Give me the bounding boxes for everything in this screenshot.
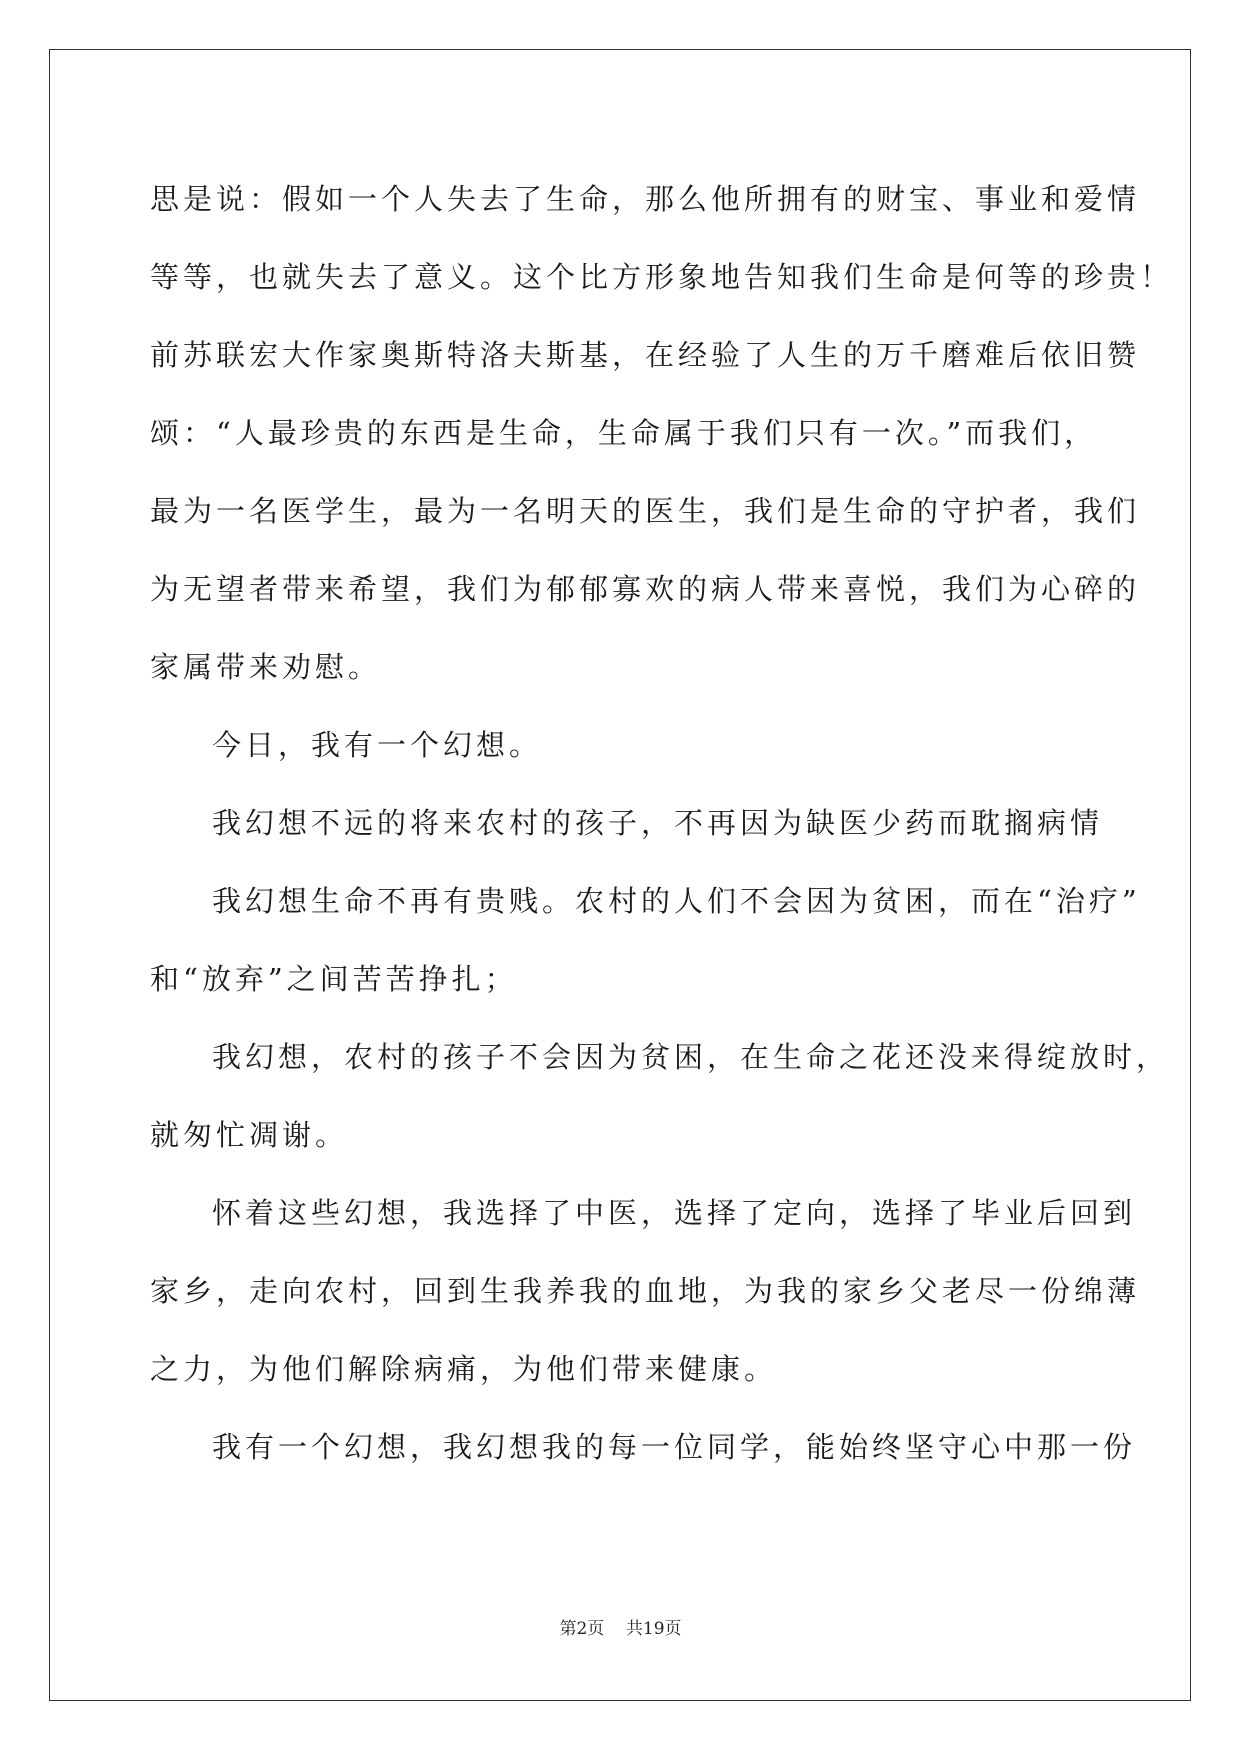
document-body <box>150 160 1174 1486</box>
paragraph-line: 我幻想，农村的孩子不会因为贫困，在生命之花还没来得绽放时， <box>212 1040 1170 1074</box>
text-line: 就匆忙凋谢。 <box>150 1118 349 1152</box>
page-number-footer <box>0 1614 1241 1639</box>
text-line: 前苏联宏大作家奥斯特洛夫斯基，在经验了人生的万千磨难后依旧赞 <box>150 338 1141 372</box>
text-line: 之力，为他们解除病痛，为他们带来健康。 <box>150 1352 778 1386</box>
paragraph-line: 我幻想不远的将来农村的孩子，不再因为缺医少药而耽搁病情 <box>212 806 1104 840</box>
paragraph-line: 今日，我有一个幻想。 <box>212 728 543 762</box>
text-line: 家乡，走向农村，回到生我养我的血地，为我的家乡父老尽一份绵薄 <box>150 1274 1141 1308</box>
total-page-count: 共19页 <box>625 1619 682 1639</box>
text-line: 等等，也就失去了意义。这个比方形象地告知我们生命是何等的珍贵！ <box>150 260 1174 294</box>
paragraph-line: 我有一个幻想，我幻想我的每一位同学，能始终坚守心中那一份 <box>212 1430 1137 1464</box>
text-line: 为无望者带来希望，我们为郁郁寡欢的病人带来喜悦，我们为心碎的 <box>150 572 1141 606</box>
current-page-number: 第2页 <box>559 1619 605 1639</box>
paragraph-line: 我幻想生命不再有贵贱。农村的人们不会因为贫困，而在“治疗” <box>212 884 1141 918</box>
text-line: 颂：“人最珍贵的东西是生命，生命属于我们只有一次。”而我们， <box>150 416 1098 450</box>
paragraph-line: 怀着这些幻想，我选择了中医，选择了定向，选择了毕业后回到 <box>212 1196 1137 1230</box>
text-line: 和“放弃”之间苦苦挣扎； <box>150 962 518 996</box>
text-line: 最为一名医学生，最为一名明天的医生，我们是生命的守护者，我们 <box>150 494 1141 528</box>
text-line: 思是说：假如一个人失去了生命，那么他所拥有的财宝、事业和爱情 <box>150 182 1141 216</box>
text-line: 家属带来劝慰。 <box>150 650 382 684</box>
